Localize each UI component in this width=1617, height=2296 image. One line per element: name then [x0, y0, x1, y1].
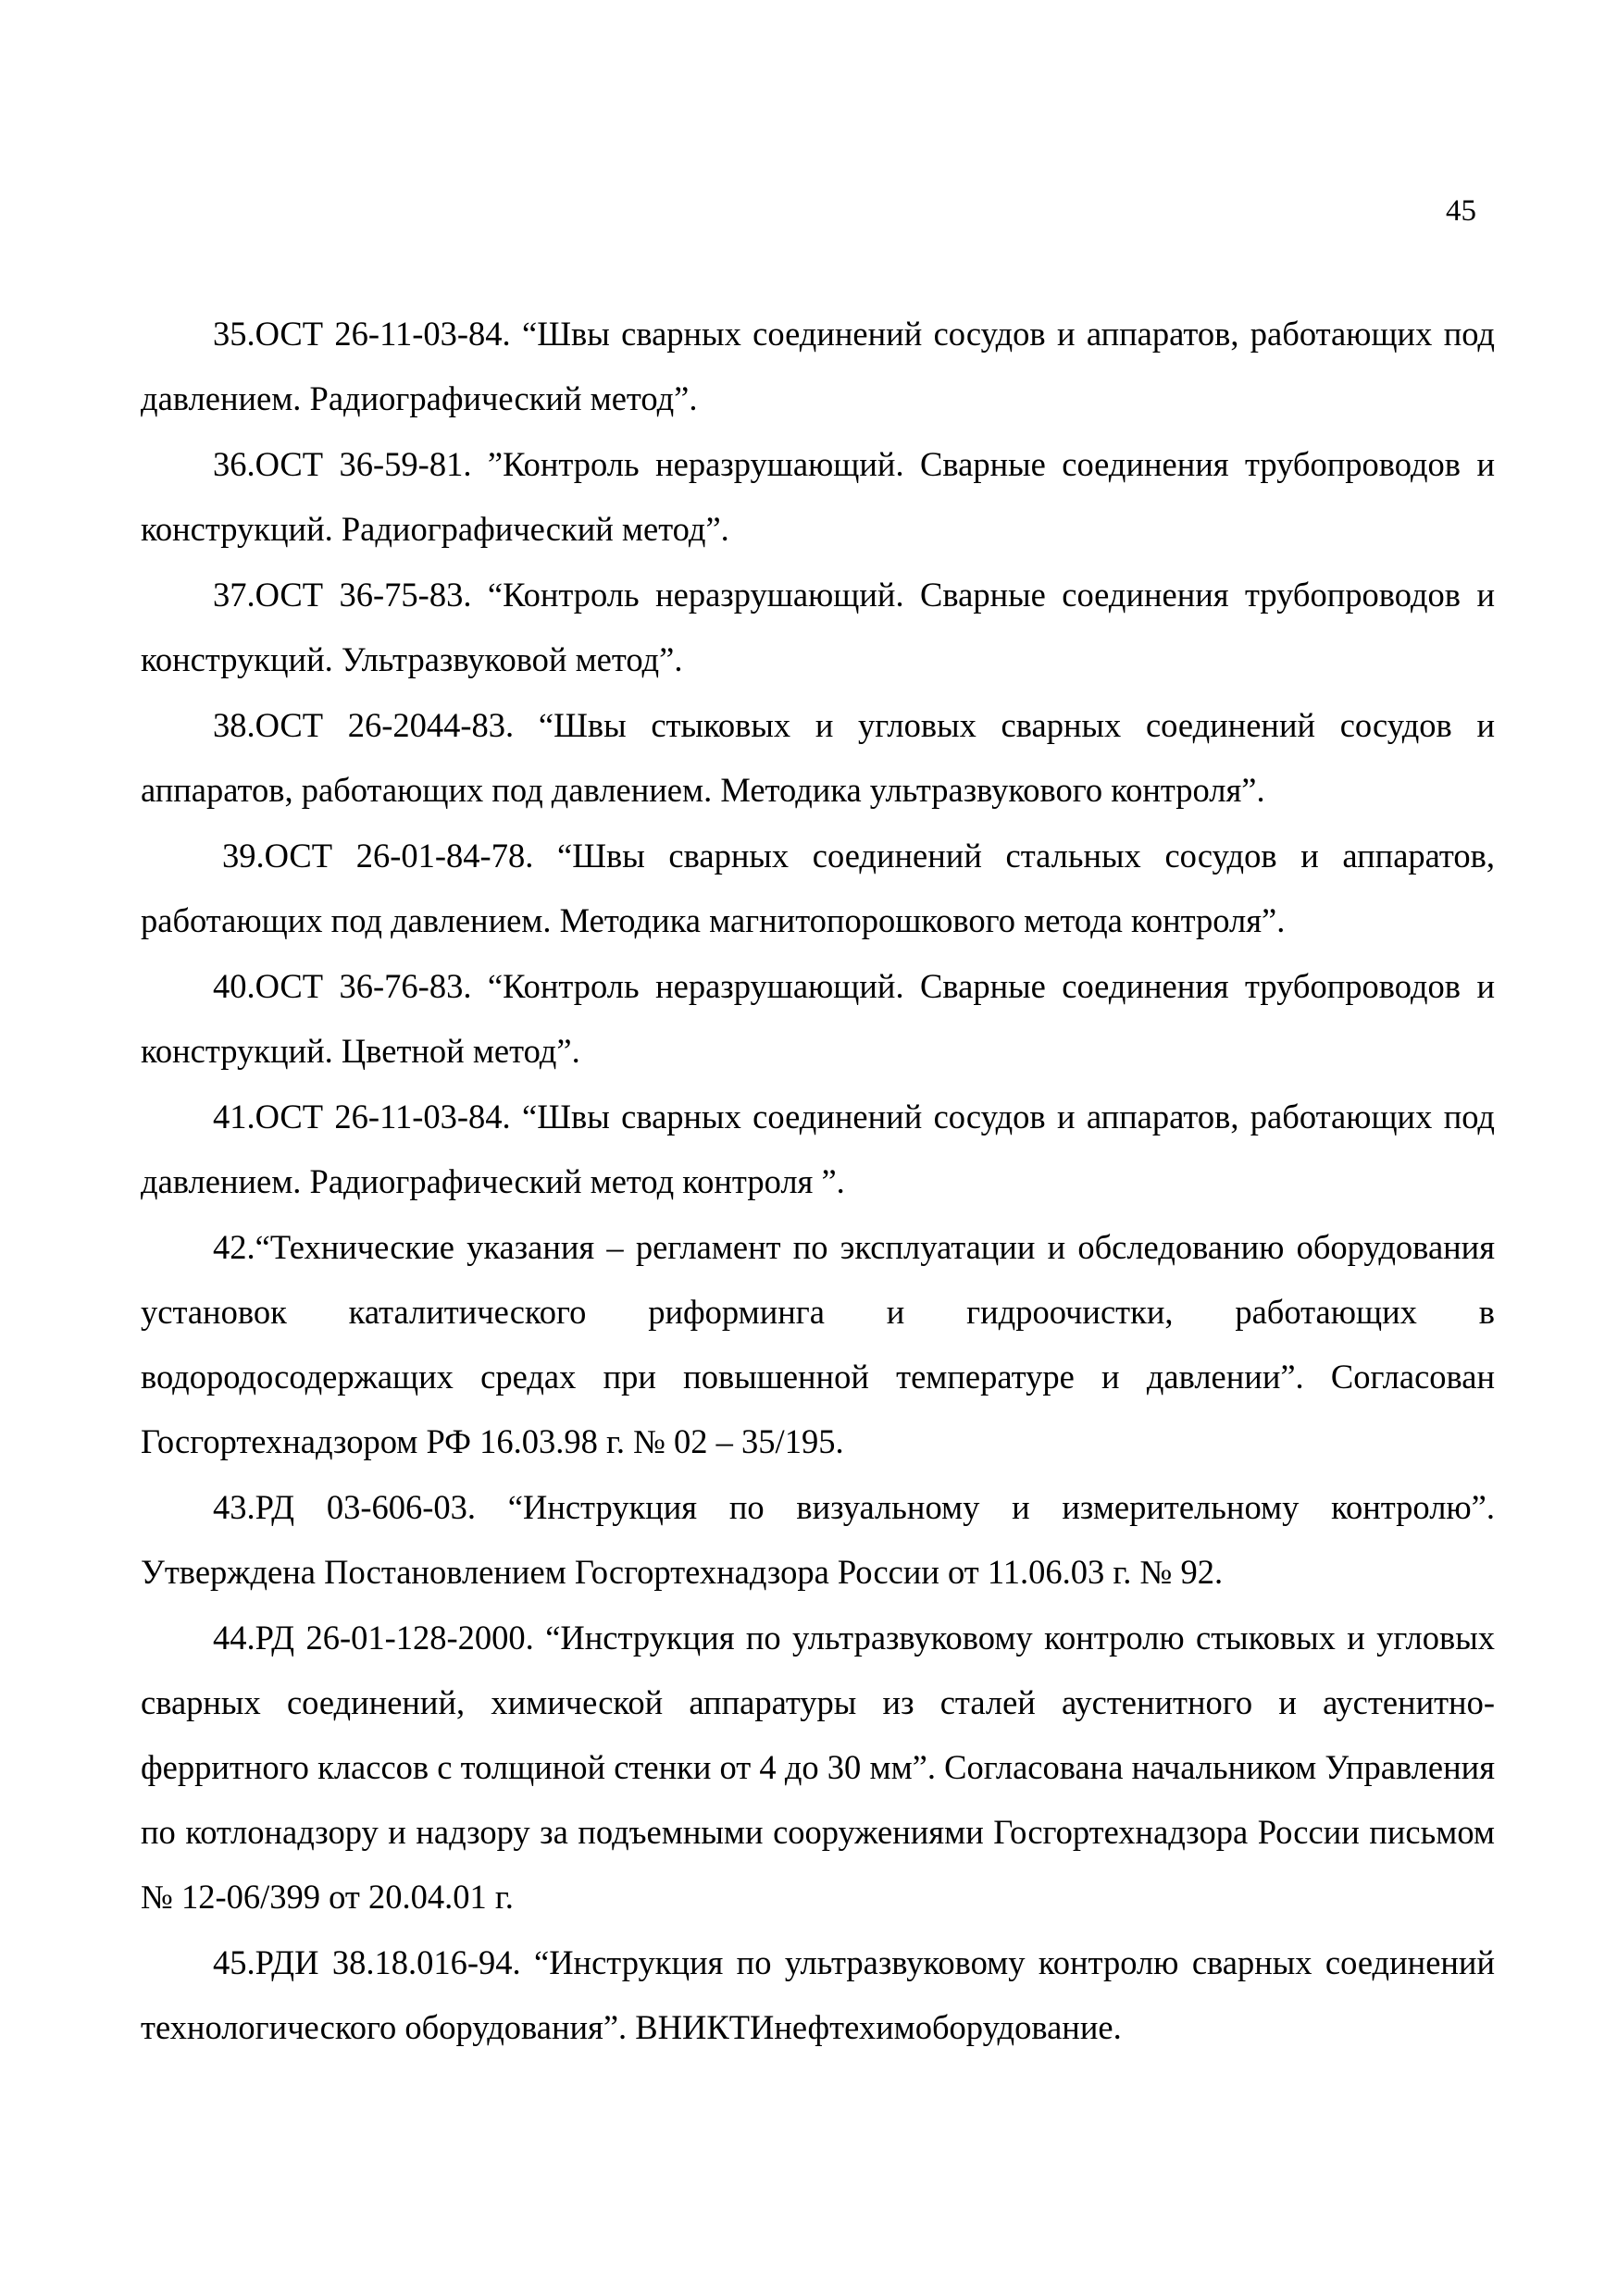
reference-item-39: 39.ОСТ 26-01-84-78. “Швы сварных соединений стальных сосудов и аппаратов, работающих под давлением. Методика магнитопорошкового метода контроля”. [141, 837, 1495, 939]
reference-item-40: 40.ОСТ 36-76-83. “Контроль неразрушающий. Сварные соединения трубопроводов и конструкций. Цветной метод”. [141, 967, 1495, 1070]
reference-item-42: 42.“Технические указания – регламент по эксплуатации и обследованию оборудования установок каталитического риформинга и гидроочистки, работающих в водородосодержащих средах при повышенной температуре и давлении”. Согласован Госгортехнадзором РФ 16.03.98 г. № 02 – 35/195. [141, 1228, 1495, 1460]
page-number: 45 [1446, 194, 1476, 228]
reference-item-37: 37.ОСТ 36-75-83. “Контроль неразрушающий. Сварные соединения трубопроводов и конструкций. Ультразвуковой метод”. [141, 576, 1495, 678]
reference-item-35: 35.ОСТ 26-11-03-84. “Швы сварных соединений сосудов и аппаратов, работающих под давлением. Радиографический метод”. [141, 315, 1495, 417]
reference-item-45: 45.РДИ 38.18.016-94. “Инструкция по ультразвуковому контролю сварных соединений технологического оборудования”. ВНИКТИнефтехимоборудование. [141, 1943, 1495, 2046]
reference-list [141, 302, 1495, 2061]
reference-item-36: 36.ОСТ 36-59-81. ”Контроль неразрушающий. Сварные соединения трубопроводов и конструкций. Радиографический метод”. [141, 445, 1495, 548]
reference-item-38: 38.ОСТ 26-2044-83. “Швы стыковых и угловых сварных соединений сосудов и аппаратов, работающих под давлением. Методика ультразвукового контроля”. [141, 706, 1495, 809]
reference-item-43: 43.РД 03-606-03. “Инструкция по визуальному и измерительному контролю”. Утверждена Постановлением Госгортехнадзора России от 11.06.03 г. № 92. [141, 1488, 1495, 1591]
reference-item-44: 44.РД 26-01-128-2000. “Инструкция по ультразвуковому контролю стыковых и угловых сварных соединений, химической аппаратуры из сталей аустенитного и аустенитно-ферритного классов с толщиной стенки от 4 до 30 мм”. Согласована начальником Управления по котлонадзору и надзору за подъемными сооружениями Госгортехнадзора России письмом № 12-06/399 от 20.04.01 г. [141, 1619, 1495, 1916]
reference-item-41: 41.ОСТ 26-11-03-84. “Швы сварных соединений сосудов и аппаратов, работающих под давлением. Радиографический метод контроля ”. [141, 1098, 1495, 1200]
